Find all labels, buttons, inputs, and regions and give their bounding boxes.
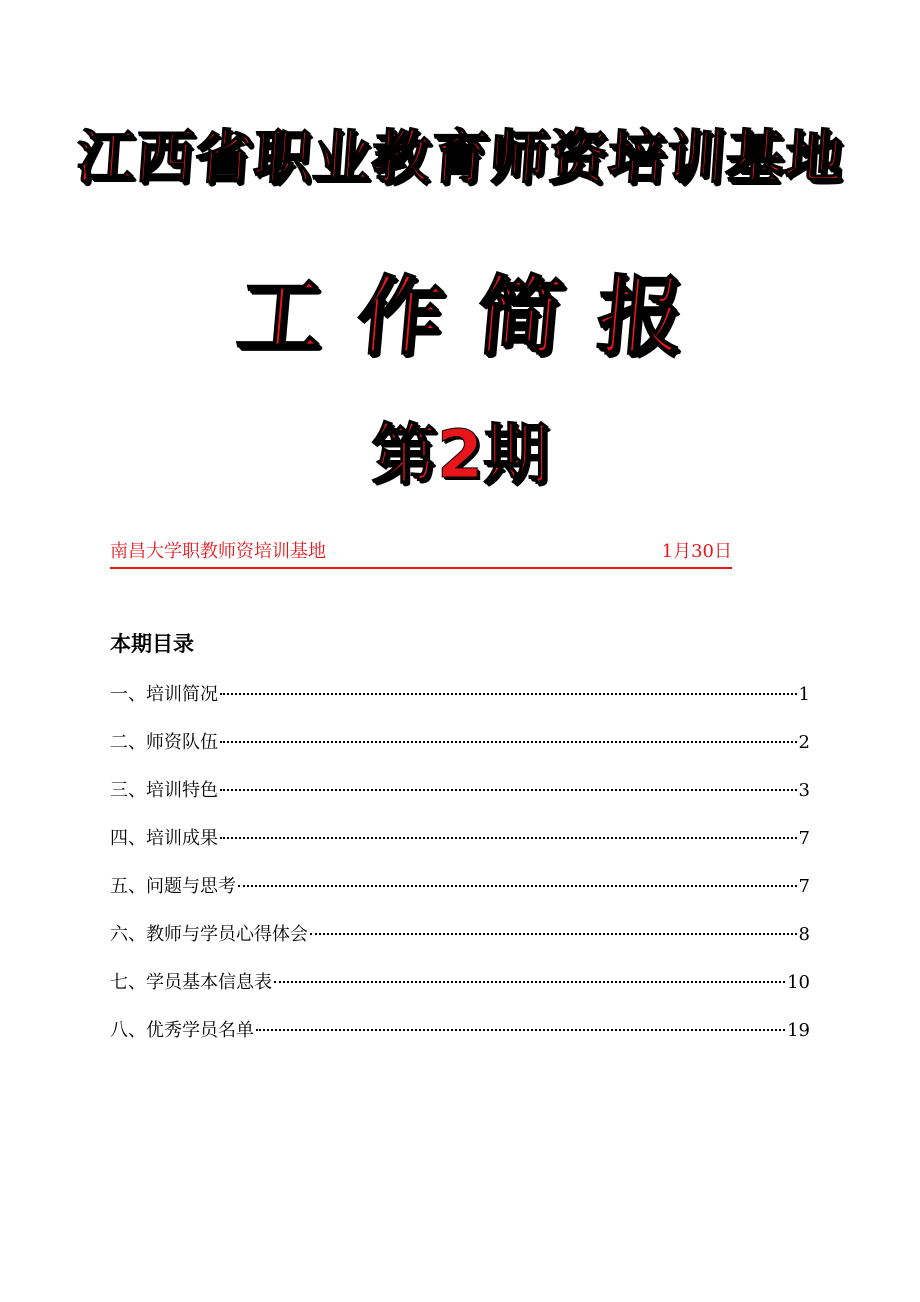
byline (110, 537, 732, 569)
issue-number: 第2期 (371, 416, 549, 493)
toc-item-page: 10 (787, 972, 810, 993)
toc-item-label: 五、问题与思考 (110, 876, 236, 897)
toc-item-label: 七、学员基本信息表 (110, 972, 272, 993)
toc-item[interactable] (110, 869, 810, 917)
toc-item-page: 7 (798, 876, 810, 897)
toc-item-label: 六、教师与学员心得体会 (110, 924, 308, 945)
toc-leader-dots (220, 837, 797, 839)
toc-leader-dots (220, 693, 797, 695)
toc-item-label: 三、培训特色 (110, 780, 218, 801)
byline-date: 1月30日 (661, 541, 732, 562)
toc-item-label: 四、培训成果 (110, 828, 218, 849)
toc-item-page: 8 (798, 924, 810, 945)
toc-item[interactable] (110, 917, 810, 965)
toc-leader-dots (238, 885, 797, 887)
toc-item[interactable] (110, 725, 810, 773)
toc-item-page: 19 (787, 1020, 810, 1041)
toc-item-page: 3 (798, 780, 810, 801)
toc-item-label: 一、培训简况 (110, 684, 218, 705)
toc-item[interactable] (110, 773, 810, 821)
toc-heading: 本期目录 (110, 632, 194, 656)
toc-leader-dots (274, 981, 785, 983)
toc-leader-dots (256, 1029, 785, 1031)
bulletin-title: 工作简报 (232, 266, 722, 367)
byline-unit: 南昌大学职教师资培训基地 (110, 541, 326, 562)
toc-leader-dots (220, 789, 797, 791)
toc-item[interactable] (110, 821, 810, 869)
toc-item-label: 二、师资队伍 (110, 732, 218, 753)
toc-item-page: 2 (798, 732, 810, 753)
table-of-contents (110, 677, 810, 1061)
toc-item[interactable] (110, 965, 810, 1013)
base-name-title: 江西省职业教育师资培训基地 (74, 123, 846, 191)
toc-item-label: 八、优秀学员名单 (110, 1020, 254, 1041)
toc-item[interactable] (110, 677, 810, 725)
toc-item[interactable] (110, 1013, 810, 1061)
toc-item-page: 1 (798, 684, 810, 705)
toc-leader-dots (310, 933, 797, 935)
toc-item-page: 7 (798, 828, 810, 849)
toc-leader-dots (220, 741, 797, 743)
